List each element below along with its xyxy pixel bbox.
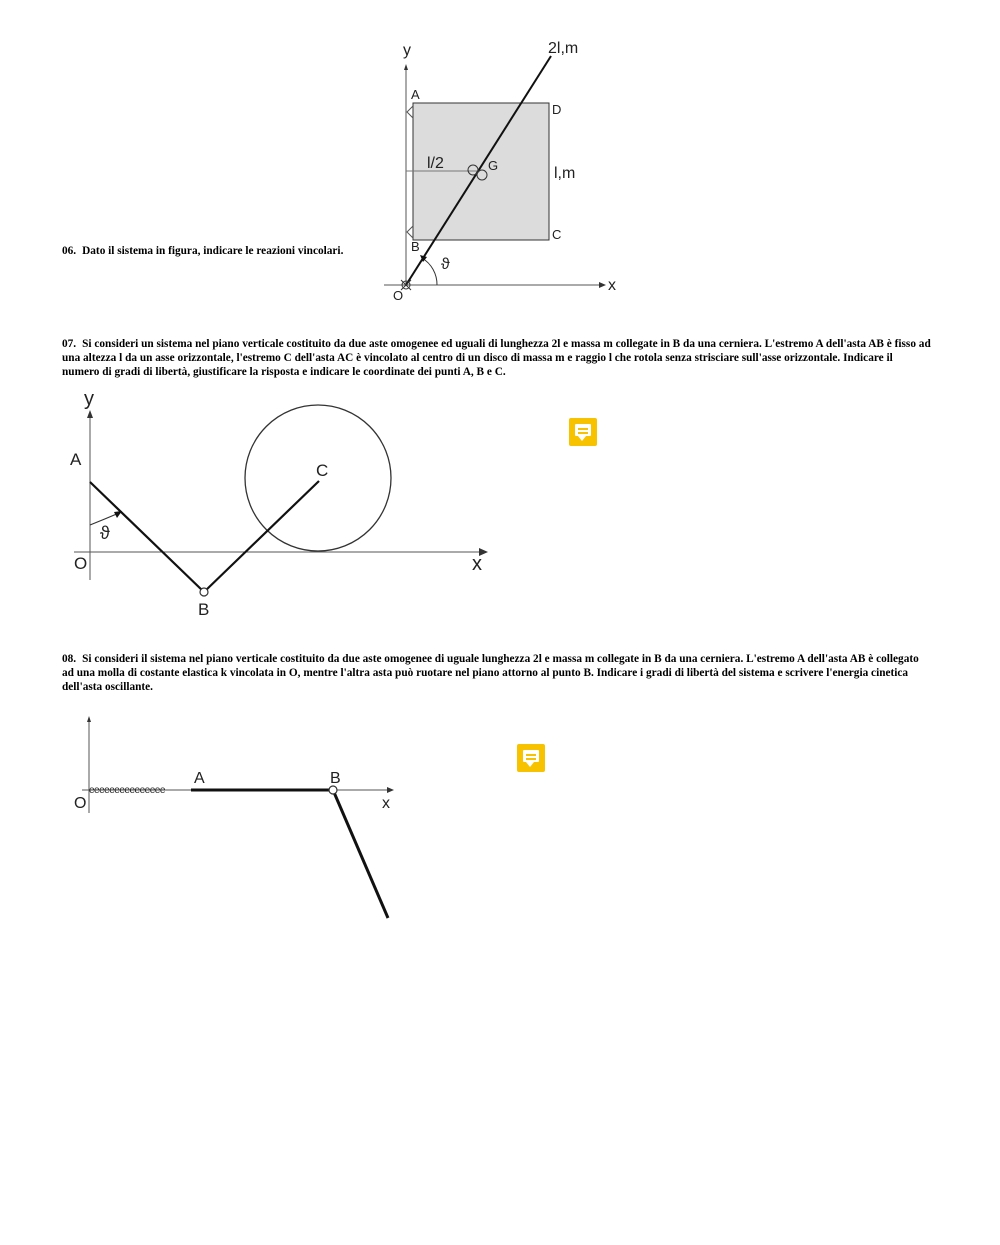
question-number: 06. [62,245,77,257]
point-b-label: B [330,770,341,787]
support-b [407,226,413,238]
point-c-label: C [552,227,562,242]
x-axis-arrow [387,787,394,793]
point-o-label: O [74,554,88,573]
question-07 [62,337,932,379]
x-axis-label: x [608,277,616,294]
question-text: Si consideri il sistema nel piano verticale costituito da due aste omogenee di uguale lunghezza 2l e massa m collegate in B da una cerniera. L'estremo A dell'asta AB è collegato ad una molla di costante elastica k vincolata in O, mentre l'altra asta può ruotare nel piano attorno al punto B. Indicare i gradi di libertà del sistema e scrivere l'energia cinetica dell'asta oscillante. [62,653,919,693]
support-a [407,106,413,118]
hinge-b [329,786,337,794]
x-axis-arrow [599,282,606,288]
question-text: Dato il sistema in figura, indicare le reazioni vincolari. [82,245,344,257]
rod-label: 2l,m [548,40,579,57]
y-axis-arrow [404,64,408,70]
question-text: Si consideri un sistema nel piano verticale costituito da due aste omogenee ed uguali di lunghezza 2l e massa m collegate in B da una cerniera. L'estremo A dell'asta AB è fisso ad una altezza l da un asse orizzontale, l'estremo C dell'asta AC è vincolato al centro di un disco di massa m e raggio l che rotola senza strisciare sull'asse orizzontale. Indicare il numero di gradi di libertà, giustificare la risposta e indicare le coordinate dei punti A, B e C. [62,338,931,378]
point-b-label: B [411,239,420,254]
question-number: 08. [62,653,77,665]
figure-07 [60,385,500,620]
y-axis-label: y [84,388,94,410]
hinge-b [200,588,208,596]
comment-note-icon[interactable] [569,418,597,446]
x-axis-label: x [472,553,482,575]
angle-label: ϑ [441,256,450,273]
point-a-label: A [194,770,205,787]
angle-label: ϑ [100,523,110,543]
half-length-label: l/2 [427,155,444,172]
rod-bc [204,481,319,592]
figure-06 [380,36,630,306]
y-axis-arrow [87,410,93,418]
question-number: 07. [62,338,77,350]
point-a-label: A [411,87,420,102]
point-b-label: B [198,600,210,619]
comment-note-icon[interactable] [517,744,545,772]
y-axis-label: y [403,42,411,59]
angle-arc [422,258,437,285]
point-d-label: D [552,102,562,117]
rod-oscillating [333,790,388,918]
square-label: l,m [554,165,576,182]
figure-08 [70,710,410,925]
point-g-label: G [488,158,499,173]
point-c-label: C [316,461,329,480]
y-axis-arrow [87,716,91,722]
spring: eeeeeeeeeeeeeee [89,785,165,796]
question-08 [62,652,932,694]
x-axis-label: x [382,795,390,812]
point-o-label: O [393,288,404,303]
point-o-label: O [74,795,87,812]
point-a-label: A [70,450,82,469]
